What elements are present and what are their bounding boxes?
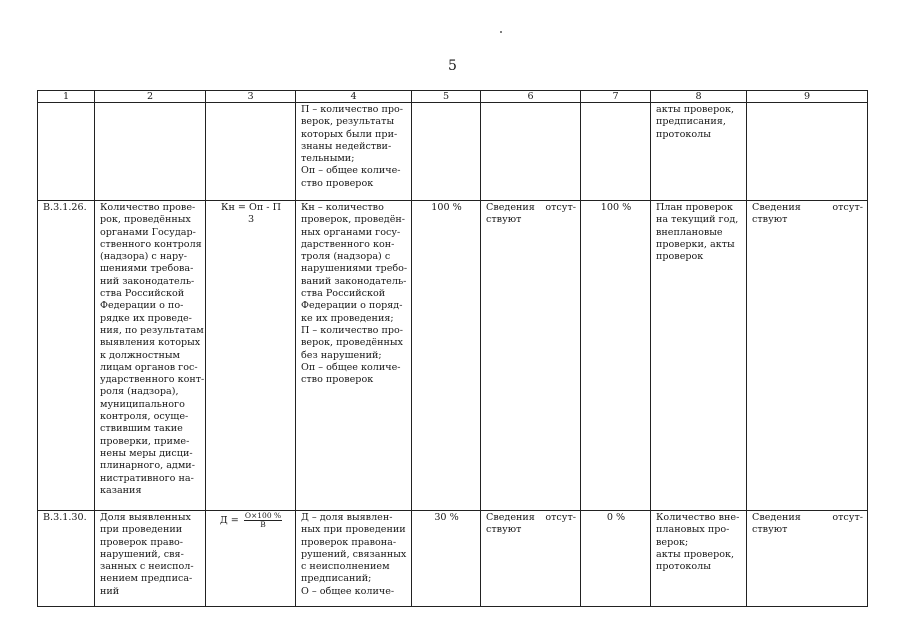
indicator-name-cell — [95, 103, 206, 201]
table-header-row — [38, 91, 868, 103]
text-line: верок, результаты — [301, 116, 395, 128]
text-line: План проверок — [656, 202, 733, 213]
text-line: дарственного кон- — [301, 238, 395, 250]
text-line: тельными; — [301, 153, 355, 165]
text-line: проверок — [656, 251, 704, 263]
header-cell: 1 — [38, 91, 95, 103]
row-code-cell — [38, 103, 95, 201]
text-line: проверок правона- — [301, 536, 397, 548]
indicator-name-cell — [95, 511, 206, 607]
text-line: предписаний; — [301, 573, 372, 585]
text-line: П – количество про- — [301, 104, 404, 115]
formula-text: Кн = Оп - П — [221, 202, 281, 213]
text-line: ний законодатель- — [100, 275, 195, 287]
text-line: верок, проведённых — [301, 337, 403, 349]
text-line: плановых про- — [656, 524, 730, 536]
text-line: ства Российской — [100, 288, 185, 300]
documents-cell — [651, 511, 747, 607]
formula-prefix: Д = — [219, 515, 239, 526]
text-line: органами Государ- — [100, 226, 196, 238]
text-line: ных органами госу- — [301, 226, 401, 238]
text-line: рок, проведённых — [100, 214, 191, 226]
header-cell: 9 — [747, 91, 868, 103]
text-line: рушений, связанных — [301, 548, 407, 560]
text-line: нистративного на- — [100, 472, 194, 484]
text-line: ний — [100, 585, 120, 597]
text-line: выявления которых — [100, 337, 201, 349]
page-number: 5 — [448, 58, 457, 74]
text-line: Д – доля выявлен- — [301, 512, 393, 523]
text-line: ствившим такие — [100, 423, 183, 435]
value-cell — [581, 103, 651, 201]
text-line: нены меры дисци- — [100, 447, 193, 459]
table-row — [38, 511, 868, 607]
text-line: проверки, приме- — [100, 435, 190, 447]
text-line: к должностным — [100, 349, 180, 361]
text-line: Федерации о по- — [100, 300, 184, 312]
text-line: проверки, акты — [656, 238, 735, 250]
note-cell — [747, 103, 868, 201]
text-line: роля (надзора), — [100, 386, 179, 398]
note-cell: Сведения отсут-ствуют — [747, 511, 868, 607]
text-line: контроля, осуще- — [100, 411, 189, 423]
value-cell: 100 % — [412, 201, 481, 511]
text-line: муниципального — [100, 398, 185, 410]
text-line: знаны недействи- — [301, 140, 392, 152]
text-line: внеплановые — [656, 226, 723, 238]
text-line: О – общее количе- — [301, 585, 395, 597]
text-line: Доля выявленных — [100, 512, 191, 523]
source-cell: Сведения отсут-ствуют — [481, 511, 581, 607]
text-line: нением предписа- — [100, 573, 193, 585]
formula-text: 3 — [247, 214, 255, 226]
row-code-cell: В.3.1.30. — [38, 511, 95, 607]
text-line: ных при проведении — [301, 524, 406, 536]
text-line: троля (надзора) с — [301, 251, 391, 263]
formula-cell — [206, 511, 296, 607]
text-line: ния, по результатам — [100, 324, 204, 336]
text-line: с неисполнением — [301, 561, 390, 573]
header-cell: 2 — [95, 91, 206, 103]
text-line: ке их проведения; — [301, 312, 394, 324]
header-cell: 4 — [296, 91, 412, 103]
header-cell: 5 — [412, 91, 481, 103]
value-cell: 100 % — [581, 201, 651, 511]
text-line: предписания, — [656, 116, 726, 128]
note-cell: Сведения отсут-ствуют — [747, 201, 868, 511]
text-line: Количество прове- — [100, 202, 196, 213]
formula-numerator: О×100 % — [244, 511, 282, 520]
text-line: Оп – общее количе- — [301, 165, 401, 177]
text-line: Федерации о поряд- — [301, 300, 403, 312]
text-line: Кн – количество — [301, 202, 384, 213]
formula-fraction — [244, 512, 282, 529]
text-line: ство проверок — [301, 177, 374, 189]
formula-cell — [206, 103, 296, 201]
text-line: проверок, проведён- — [301, 214, 406, 226]
header-cell: 6 — [481, 91, 581, 103]
text-line: Оп – общее количе- — [301, 361, 401, 373]
value-cell — [412, 103, 481, 201]
source-cell — [481, 103, 581, 201]
row-code-cell: В.3.1.26. — [38, 201, 95, 511]
text-line: плинарного, адми- — [100, 460, 195, 472]
header-cell: 8 — [651, 91, 747, 103]
formula-denominator: В — [260, 520, 266, 529]
text-line: на текущий год, — [656, 214, 739, 226]
text-line: протоколы — [656, 128, 711, 140]
text-line: нарушениями требо- — [301, 263, 408, 275]
formula-description-cell — [296, 103, 412, 201]
table-row — [38, 103, 868, 201]
formula-description-cell — [296, 511, 412, 607]
text-line: нарушений, свя- — [100, 548, 184, 560]
text-line: ственного контроля — [100, 238, 202, 250]
text-line: ударственного конт- — [100, 374, 205, 386]
indicator-name-cell — [95, 201, 206, 511]
text-line: проверок право- — [100, 536, 184, 548]
text-line: Количество вне- — [656, 512, 740, 523]
header-cell: 3 — [206, 91, 296, 103]
text-line: акты проверок, — [656, 104, 735, 115]
text-line: рядке их проведе- — [100, 312, 192, 324]
text-line: верок; — [656, 536, 689, 548]
text-line: при проведении — [100, 524, 183, 536]
text-line: (надзора) с нару- — [100, 251, 187, 263]
table-row — [38, 201, 868, 511]
scan-speck — [500, 31, 502, 33]
text-line: протоколы — [656, 561, 711, 573]
documents-cell — [651, 201, 747, 511]
text-line: без нарушений; — [301, 349, 382, 361]
text-line: казания — [100, 484, 142, 496]
source-cell: Сведения отсут-ствуют — [481, 201, 581, 511]
documents-cell — [651, 103, 747, 201]
text-line: лицам органов гос- — [100, 361, 198, 373]
text-line: акты проверок, — [656, 548, 735, 560]
header-cell: 7 — [581, 91, 651, 103]
indicator-table — [37, 90, 868, 607]
value-cell: 0 % — [581, 511, 651, 607]
text-line: занных с неиспол- — [100, 561, 194, 573]
text-line: шениями требова- — [100, 263, 194, 275]
formula-cell — [206, 201, 296, 511]
value-cell: 30 % — [412, 511, 481, 607]
text-line: П – количество про- — [301, 324, 404, 336]
text-line: ство проверок — [301, 374, 374, 386]
text-line: ваний законодатель- — [301, 275, 407, 287]
formula-description-cell — [296, 201, 412, 511]
text-line: ства Российской — [301, 288, 386, 300]
text-line: которых были при- — [301, 128, 398, 140]
